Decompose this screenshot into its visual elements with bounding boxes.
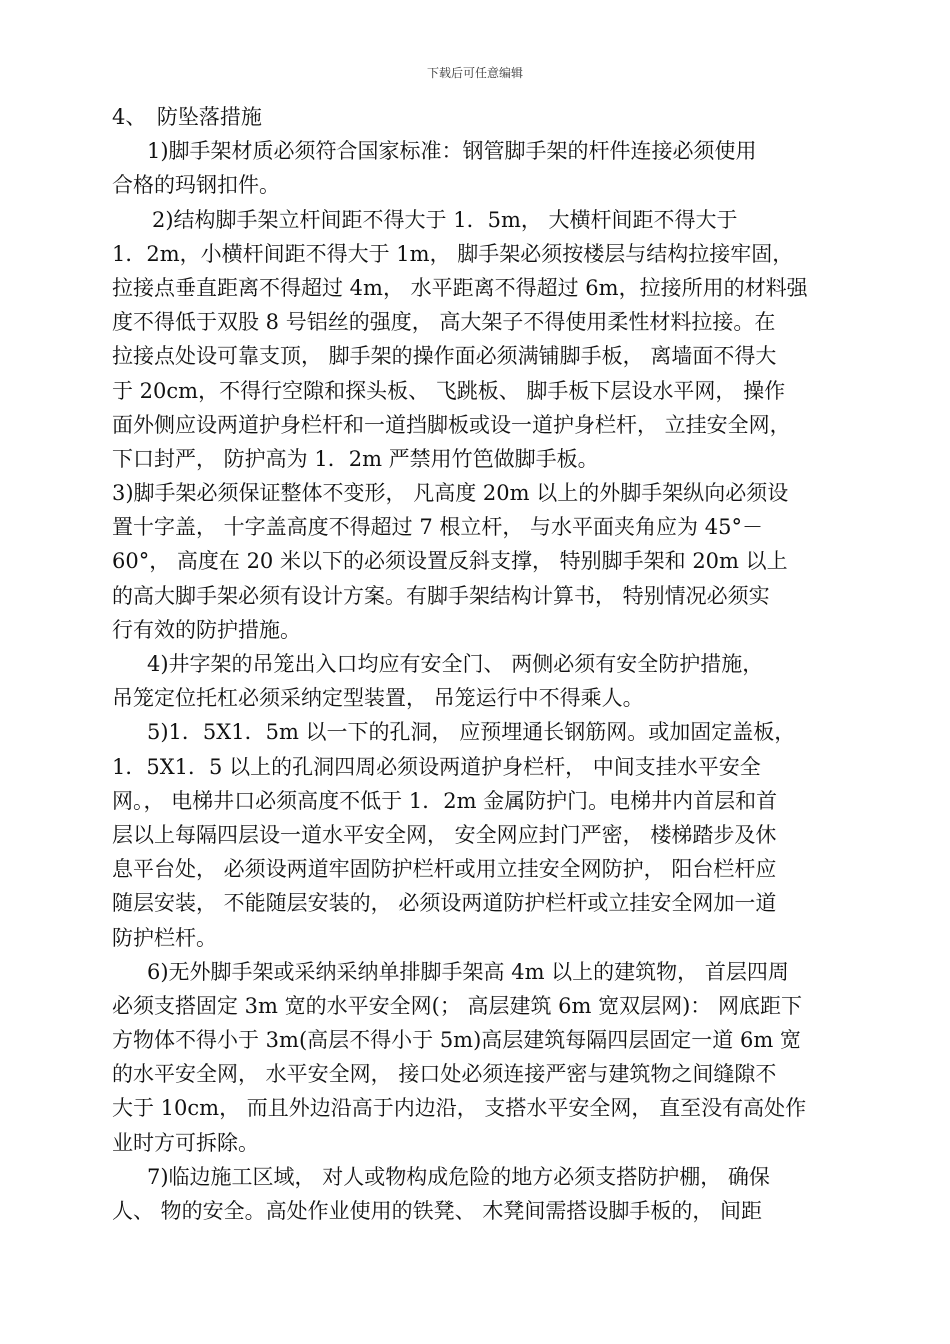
text-line: 的高大脚手架必须有设计方案。有脚手架结构计算书， 特别情况必须实 <box>112 583 770 608</box>
page-header: 下载后可任意编辑 <box>426 66 523 80</box>
paragraph-2 <box>112 203 848 477</box>
paragraph-4 <box>112 647 848 715</box>
document-body <box>112 100 848 1228</box>
text-line: 4)井字架的吊笼出入口均应有安全门、 两侧必须有安全防护措施， <box>147 652 764 676</box>
text-line: 防护栏杆。 <box>112 925 217 950</box>
text-line: 的水平安全网， 水平安全网， 接口处必须连接严密与建筑物之间缝隙不 <box>112 1062 777 1087</box>
text-line: 业时方可拆除。 <box>112 1130 259 1155</box>
text-line: 度不得低于双股 8 号铝丝的强度， 高大架子不得使用柔性材料拉接。在 <box>112 310 776 335</box>
text-line: 必须支搭固定 3m 宽的水平安全网(； 高层建筑 6m 宽双层网)： 网底距下 <box>112 993 802 1018</box>
text-line: 层以上每隔四层设一道水平安全网， 安全网应封门严密， 楼梯踏步及休 <box>112 822 777 847</box>
text-line: 7)临边施工区域， 对人或物构成危险的地方必须支搭防护棚， 确保 <box>147 1164 770 1189</box>
text-line: 3)脚手架必须保证整体不变形， 凡高度 20m 以上的外脚手架纵向必须设 <box>112 481 789 506</box>
text-line: 下口封严， 防护高为 1．2m 严禁用竹笆做脚手板。 <box>112 446 599 471</box>
text-line: 合格的玛钢扣件。 <box>112 173 280 198</box>
text-line: 行有效的防护措施。 <box>112 617 301 642</box>
text-line: 60°， 高度在 20 米以下的必须设置反斜支撑， 特别脚手架和 20m 以上 <box>112 549 788 574</box>
paragraph-5 <box>112 715 848 954</box>
text-line: 吊笼定位托杠必须采纳定型装置， 吊笼运行中不得乘人。 <box>112 686 644 711</box>
paragraph-list <box>112 134 848 1228</box>
text-line: 面外侧应设两道护身栏杆和一道挡脚板或设一道护身栏杆， 立挂安全网， <box>112 412 791 437</box>
text-line: 于 20cm，不得行空隙和探头板、 飞跳板、 脚手板下层设水平网， 操作 <box>112 378 786 403</box>
paragraph-3 <box>112 476 848 647</box>
text-line: 1．5X1．5 以上的孔洞四周必须设两道护身栏杆， 中间支挂水平安全 <box>112 754 761 779</box>
text-line: 置十字盖， 十字盖高度不得超过 7 根立杆， 与水平面夹角应为 45°－ <box>112 515 763 540</box>
text-line: 1)脚手架材质必须符合国家标准：钢管脚手架的杆件连接必须使用 <box>147 139 757 164</box>
paragraph-1 <box>112 134 848 202</box>
text-line: 1．2m，小横杆间距不得大于 1m， 脚手架必须按楼层与结构拉接牢固， <box>112 241 794 266</box>
text-line: 方物体不得小于 3m(高层不得小于 5m)高层建筑每隔四层固定一道 6m 宽 <box>112 1028 801 1053</box>
paragraph-7 <box>112 1160 848 1228</box>
text-line: 大于 10cm， 而且外边沿高于内边沿， 支搭水平安全网， 直至没有高处作 <box>112 1096 807 1121</box>
text-line: 5)1．5X1．5m 以一下的孔洞， 应预埋通长钢筋网。或加固定盖板， <box>147 720 796 745</box>
section-title: 4、 防坠落措施 <box>112 105 262 129</box>
text-line: 6)无外脚手架或采纳采纳单排脚手架高 4m 以上的建筑物， 首层四周 <box>147 959 789 984</box>
text-line: 拉接点垂直距离不得超过 4m， 水平距离不得超过 6m，拉接所用的材料强 <box>112 275 808 300</box>
paragraph-6 <box>112 955 848 1160</box>
text-line: 网。， 电梯井口必须高度不低于 1．2m 金属防护门。电梯井内首层和首 <box>112 788 778 813</box>
text-line: 2)结构脚手架立杆间距不得大于 1．5m， 大横杆间距不得大于 <box>152 207 738 232</box>
text-line: 息平台处， 必须设两道牢固防护栏杆或用立挂安全网防护， 阳台栏杆应 <box>112 857 777 882</box>
text-line: 随层安装， 不能随层安装的， 必须设两道防护栏杆或立挂安全网加一道 <box>112 891 777 916</box>
text-line: 拉接点处设可靠支顶， 脚手架的操作面必须满铺脚手板， 离墙面不得大 <box>112 344 777 369</box>
text-line: 人、 物的安全。高处作业使用的铁凳、 木凳间需搭设脚手板的， 间距 <box>112 1199 763 1223</box>
